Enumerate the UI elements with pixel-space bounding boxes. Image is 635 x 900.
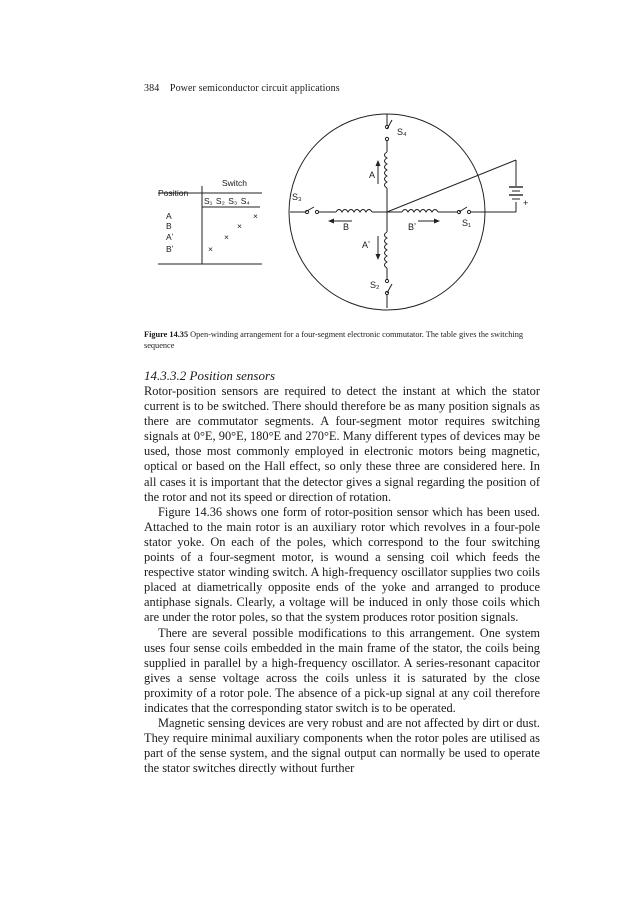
label-a-prime: Aʼ [362, 240, 371, 250]
caption-text: Open-winding arrangement for a four-segment electronic commutator. The table gives the switching sequence [144, 330, 524, 350]
label-s4: S₄ [397, 127, 407, 137]
paragraph: There are several possible modifications to this arrangement. One system uses four sense coils embedded in the main frame of the stator, the coils being supplied in parallel by a high-frequency oscillator. A series-resonant capacitor gives a sense voltage across the coils unless it is saturated by the close proximity of a rotor pole. The absence of a pick-up signal at any coil therefore indicates that the corresponding stator switch is to be operated. [144, 625, 540, 715]
table-row: A × [166, 211, 258, 221]
coil-a [385, 152, 388, 188]
switch-columns: S₁ S₂ S₃ S₄ [204, 196, 250, 206]
label-s2: S₂ [370, 280, 380, 290]
table-row: Bʼ × [166, 244, 213, 254]
table-row: Aʼ × [166, 232, 229, 242]
figure-14-35 [140, 108, 540, 318]
battery-icon [509, 187, 523, 199]
label-s3: S₃ [292, 192, 302, 202]
table-row: B × [166, 221, 242, 231]
label-b: B [343, 222, 350, 232]
paragraph: Magnetic sensing devices are very robust and are not affected by dirt or dust. They require minimal auxiliary components when the rotor poles are utilised as part of the sense system, and the signal output can normally be used to operate the stator switches directly without further [144, 716, 540, 776]
page-number: 384 [144, 83, 160, 94]
running-head [144, 83, 340, 94]
section-heading: 14.3.3.2 Position sensors [144, 368, 276, 383]
running-title: Power semiconductor circuit applications [169, 83, 340, 94]
label-plus: + [523, 198, 529, 208]
supply-wire [387, 160, 516, 212]
paragraph: Rotor-position sensors are required to detect the instant at which the stator current is to be switched. There should therefore be as many position signals as there are commutator segments. A four-segment motor requires switching signals at 0°E, 90°E, 180°E and 270°E. Many different types of devices may be used, those most commonly employed in electronic motors being magnetic, optical or based on the Hall effect, so only these three are considered here. In all cases it is important that the detector gives a signal regarding the position of the rotor and not its speed or direction of rotation. [144, 384, 540, 504]
label-b-prime: Bʼ [408, 222, 417, 232]
coil-b-prime [402, 210, 438, 213]
switch-header: Switch [222, 178, 248, 188]
label-a: A [369, 170, 376, 180]
label-s1: S₁ [462, 218, 472, 228]
figure-caption [144, 329, 540, 351]
position-header: Position [158, 188, 189, 198]
body-text [144, 384, 540, 776]
coil-a-prime [385, 232, 388, 268]
coil-b [336, 210, 372, 213]
paragraph: Figure 14.36 shows one form of rotor-position sensor which has been used. Attached to the main rotor is an auxiliary rotor which revolves in a four-pole stator yoke. On each of the poles, which correspond to the four switching points of a four-segment motor, is wound a sensing coil which feeds the respective stator winding switch. A high-frequency oscillator supplies two coils placed at diametrically opposite ends of the yoke and arranged to produce antiphase signals. Clearly, a voltage will be induced in only those coils which are under the rotor poles, so that the system produces rotor position signals. [144, 504, 540, 625]
figure-number: Figure 14.35 [144, 330, 189, 339]
